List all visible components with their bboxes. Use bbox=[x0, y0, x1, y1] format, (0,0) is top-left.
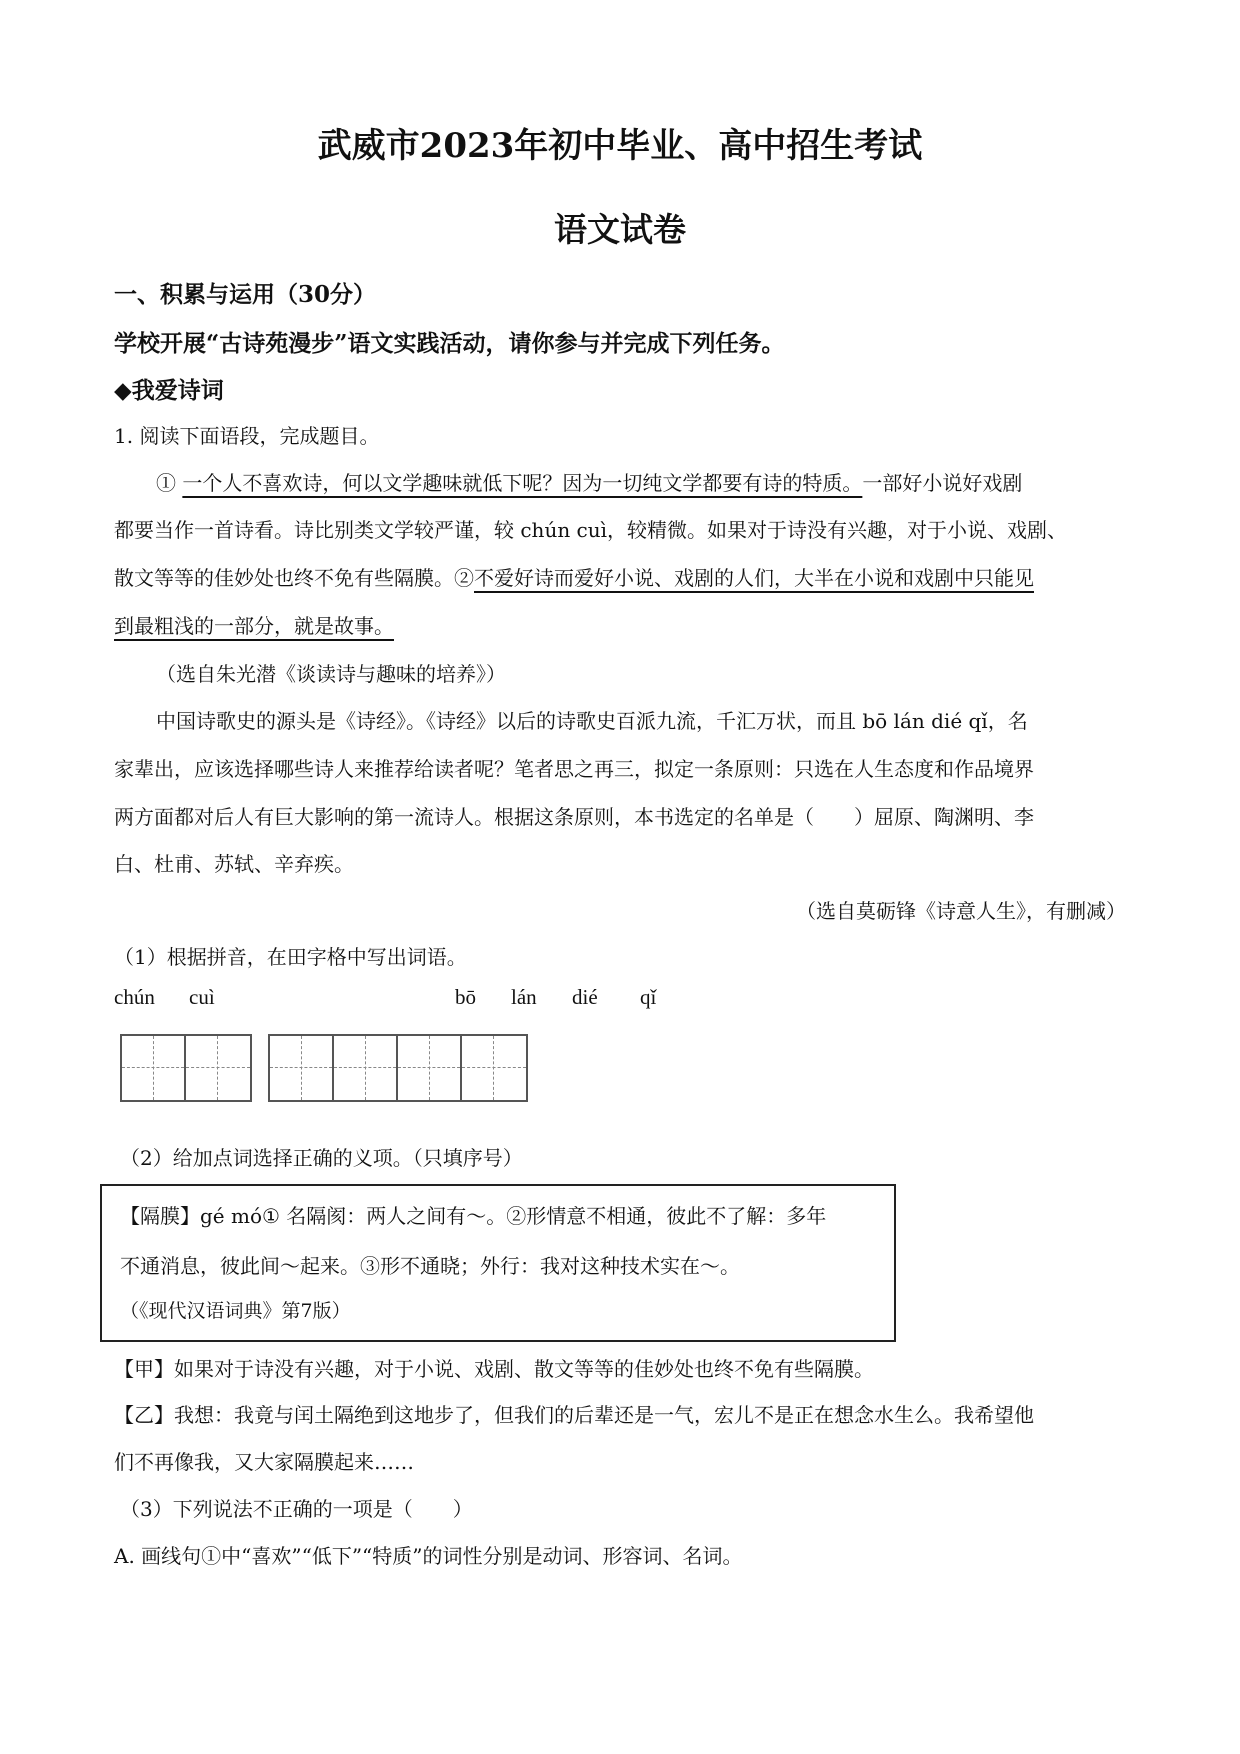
passage2-source: （选自莫砺锋《诗意人生》，有删减） bbox=[796, 899, 1126, 923]
section-heading: 一、积累与运用（30分） bbox=[114, 281, 377, 308]
tianzige-grid-4[interactable] bbox=[268, 1034, 528, 1102]
passage1-line3-head: 散文等等的佳妙处也终不免有些隔膜。 bbox=[114, 566, 454, 590]
question-1-3-prompt: （3）下列说法不正确的一项是（ ） bbox=[120, 1497, 473, 1521]
question-1-2-prompt: （2）给加点词选择正确的义项。（只填序号） bbox=[120, 1146, 523, 1170]
underlined-sentence-2b: 到最粗浅的一部分，就是故事。 bbox=[114, 614, 394, 638]
circle-marker-1: ① bbox=[156, 471, 176, 495]
dict-line-1: 【隔膜】gé mó① 名隔阂：两人之间有～。②形情意不相通，彼此不了解：多年 bbox=[120, 1204, 827, 1228]
dict-source: （《现代汉语词典》第7版） bbox=[120, 1300, 351, 1322]
example-jia: 【甲】如果对于诗没有兴趣，对于小说、戏剧、散文等等的佳妙处也终不免有些隔膜。 bbox=[114, 1357, 874, 1381]
option-a: A. 画线句①中“喜欢”“低下”“特质”的词性分别是动词、形容词、名词。 bbox=[114, 1544, 743, 1568]
passage2-line2: 家辈出，应该选择哪些诗人来推荐给读者呢？笔者思之再三，拟定一条原则：只选在人生态度和作品境界 bbox=[114, 757, 1034, 781]
pinyin-cui: cuì bbox=[189, 985, 215, 1009]
pinyin-chun: chún bbox=[114, 985, 155, 1009]
pinyin-bo: bō bbox=[455, 985, 476, 1009]
passage2-line4: 白、杜甫、苏轼、辛弃疾。 bbox=[114, 852, 354, 876]
pinyin-die: dié bbox=[572, 985, 598, 1009]
tianzige-cell[interactable] bbox=[398, 1036, 462, 1100]
tianzige-cell[interactable] bbox=[186, 1036, 250, 1100]
paper-subtitle: 语文试卷 bbox=[554, 210, 686, 249]
passage2-line1: 中国诗歌史的源头是《诗经》。《诗经》以后的诗歌史百派九流，千汇万状，而且 bō lán dié qǐ，名 bbox=[156, 709, 1028, 733]
pinyin-lan: lán bbox=[511, 985, 537, 1009]
tianzige-cell[interactable] bbox=[334, 1036, 398, 1100]
dictionary-entry-box bbox=[100, 1184, 896, 1342]
pinyin-qi: qǐ bbox=[640, 985, 657, 1009]
tianzige-cell[interactable] bbox=[270, 1036, 334, 1100]
circle-marker-2: ② bbox=[454, 566, 474, 590]
task-instruction: 学校开展“古诗苑漫步”语文实践活动，请你参与并完成下列任务。 bbox=[114, 330, 785, 357]
sub-heading: ◆我爱诗词 bbox=[114, 377, 224, 404]
passage1-line1-tail: 一部好小说好戏剧 bbox=[862, 471, 1023, 495]
passage1-line1 bbox=[156, 467, 1022, 496]
passage1-source: （选自朱光潜《谈读诗与趣味的培养》） bbox=[156, 662, 506, 686]
underlined-sentence-1: 一个人不喜欢诗，何以文学趣味就低下呢？因为一切纯文学都要有诗的特质。 bbox=[182, 471, 863, 495]
passage2-line3: 两方面都对后人有巨大影响的第一流诗人。根据这条原则，本书选定的名单是（ ）屈原、陶渊明、李 bbox=[114, 805, 1034, 829]
tianzige-cell[interactable] bbox=[122, 1036, 186, 1100]
example-yi-line2: 们不再像我，又大家隔膜起来…… bbox=[114, 1450, 414, 1474]
question-1-1-prompt: （1）根据拼音，在田字格中写出词语。 bbox=[114, 945, 467, 969]
passage1-line2: 都要当作一首诗看。诗比别类文学较严谨，较 chún cuì，较精微。如果对于诗没有兴趣，对于小说、戏剧、 bbox=[114, 518, 1068, 542]
passage1-line3 bbox=[114, 562, 1034, 591]
tianzige-cell[interactable] bbox=[462, 1036, 526, 1100]
exam-title: 武威市2023年初中毕业、高中招生考试 bbox=[317, 126, 923, 166]
underlined-sentence-2a: 不爱好诗而爱好小说、戏剧的人们，大半在小说和戏剧中只能见 bbox=[474, 566, 1034, 590]
tianzige-grid-2[interactable] bbox=[120, 1034, 252, 1102]
question-1-prompt: 1. 阅读下面语段，完成题目。 bbox=[114, 424, 380, 448]
dict-line-2: 不通消息，彼此间～起来。③形不通晓；外行：我对这种技术实在～。 bbox=[120, 1254, 740, 1278]
example-yi-line1: 【乙】我想：我竟与闰土隔绝到这地步了，但我们的后辈还是一气，宏儿不是正在想念水生么。我希望他 bbox=[114, 1403, 1034, 1427]
